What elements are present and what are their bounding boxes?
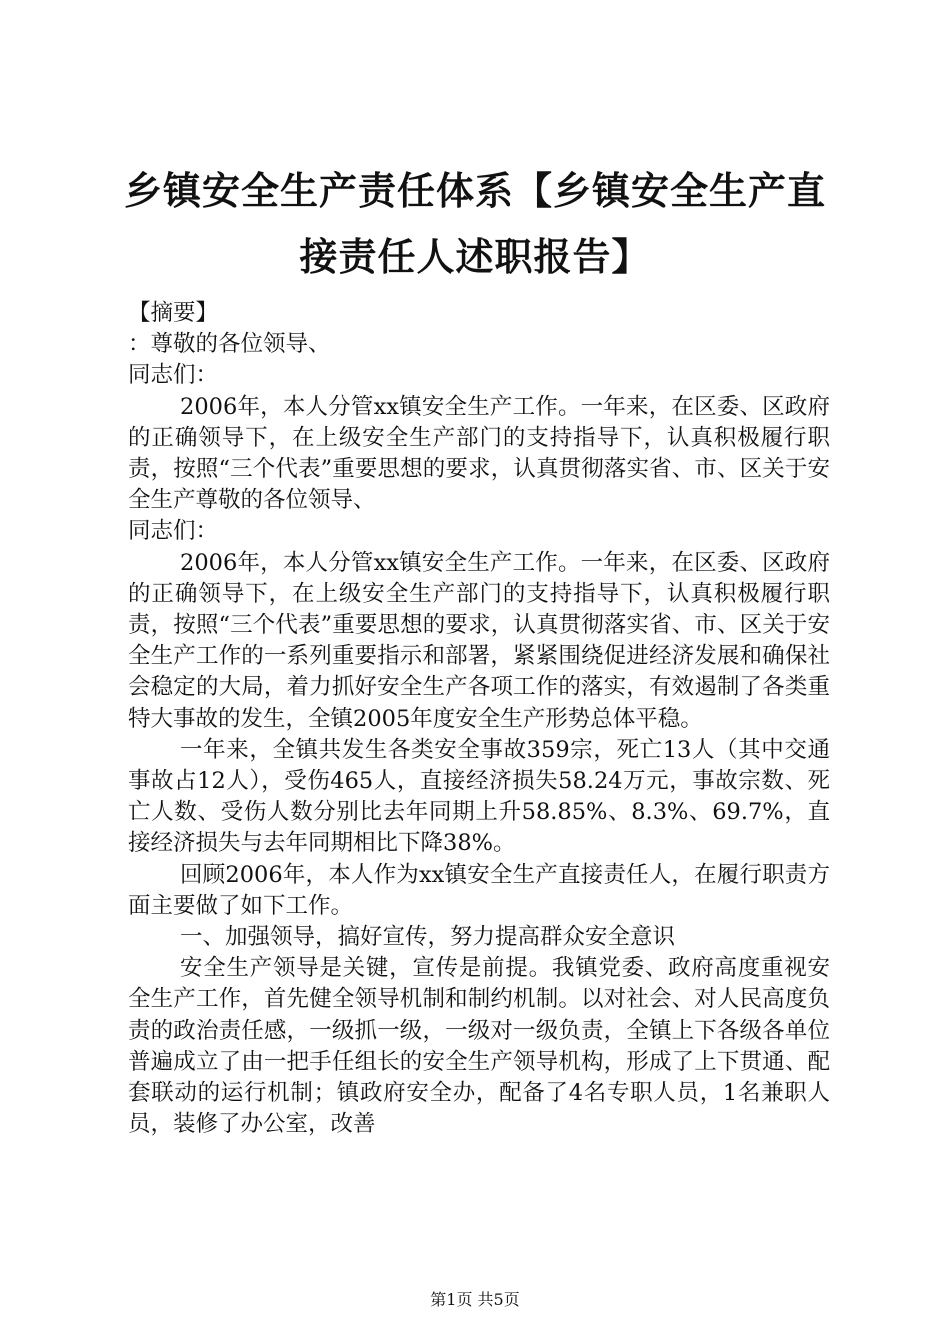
document-body — [128, 298, 830, 1140]
paragraph: 回顾2006年，本人作为xx镇安全生产直接责任人，在履行职责方面主要做了如下工作。 — [128, 861, 830, 919]
salutation: ：尊敬的各位领导、 — [128, 331, 331, 358]
abstract-label: 【摘要】 — [128, 300, 219, 326]
paragraph: 2006年，本人分管xx镇安全生产工作。一年来，在区委、区政府的正确领导下，在上级安全生产部门的支持指导下，认真积极履行职责，按照“三个代表”重要思想的要求，认真贯彻落实省、市、区关于安全生产工作的一系列重要指示和部署，紧紧围绕促进经济发展和确保社会稳定的大局，着力抓好安全生产各项工作的落实，有效遏制了各类重特大事故的发生，全镇2005年度安全生产形势总体平稳。 — [128, 549, 830, 732]
paragraph: 安全生产领导是关键，宣传是前提。我镇党委、政府高度重视安全生产工作，首先健全领导机制和制约机制。以对社会、对人民高度负责的政治责任感，一级抓一级，一级对一级负责，全镇上下各级各单位普遍成立了由一把手任组长的安全生产领导机构，形成了上下贯通、配套联动的运行机制；镇政府安全办，配备了4名专职人员，1名兼职人员，装修了办公室，改善 — [128, 955, 830, 1138]
salutation-comrades: 同志们： — [128, 518, 219, 545]
section-heading: 一、加强领导，搞好宣传，努力提高群众安全意识 — [180, 924, 676, 951]
page-footer: 第1页 共5页 — [430, 1290, 520, 1309]
paragraph: 2006年，本人分管xx镇安全生产工作。一年来，在区委、区政府的正确领导下，在上级安全生产部门的支持指导下，认真积极履行职责，按照“三个代表”重要思想的要求，认真贯彻落实省、市、区关于安全生产尊敬的各位领导、 — [128, 393, 830, 514]
salutation-comrades: 同志们： — [128, 362, 219, 389]
paragraph: 一年来，全镇共发生各类安全事故359宗，死亡13人（其中交通事故占12人），受伤465人，直接经济损失58.24万元，事故宗数、死亡人数、受伤人数分别比去年同期上升58.85%、8.3%、69.7%，直接经济损失与去年同期相比下降38%。 — [128, 736, 830, 857]
document-title: 乡镇安全生产责任体系【乡镇安全生产直接责任人述职报告】 — [123, 169, 826, 279]
